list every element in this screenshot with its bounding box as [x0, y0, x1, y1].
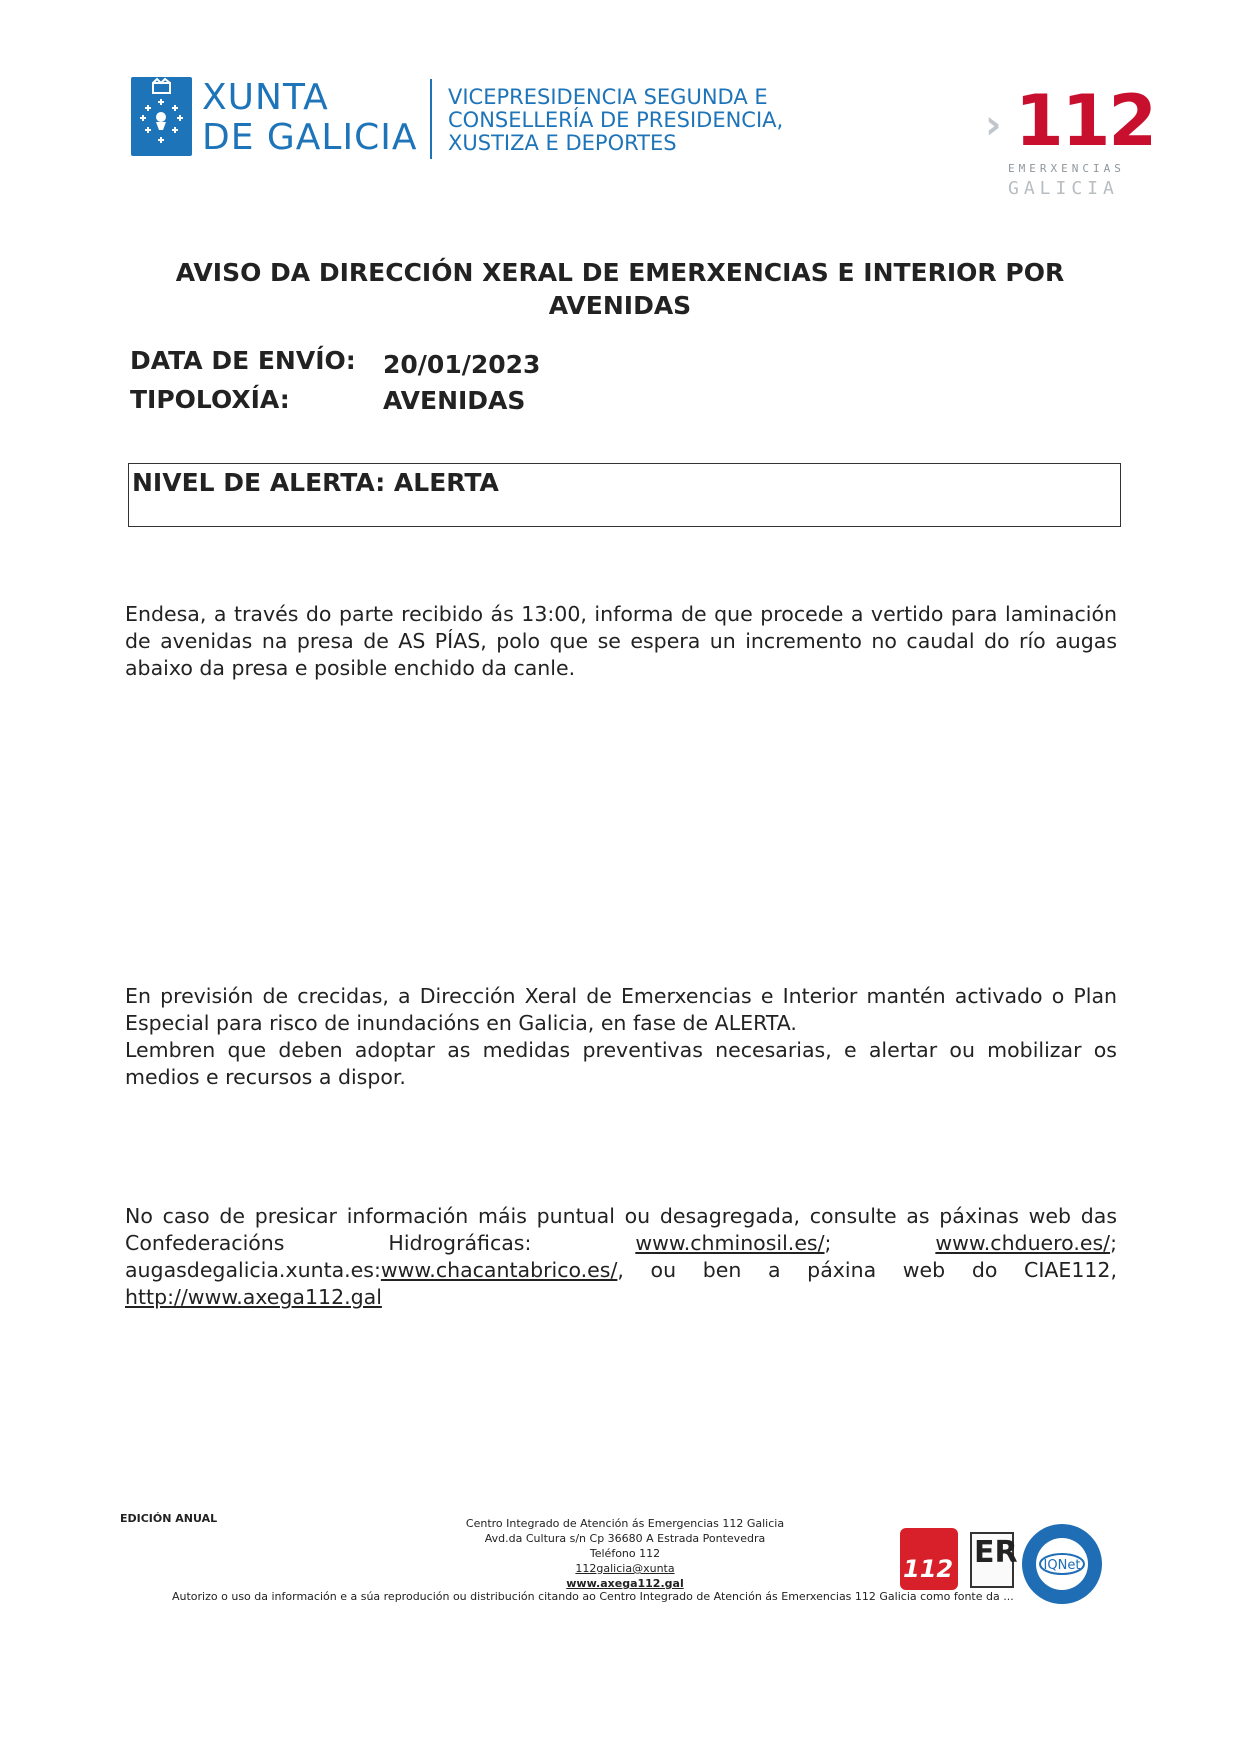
- info-intro-text: No caso de presicar información máis puntual ou desagregada, consulte as páxinas web das Confederacións Hidrográficas:: [125, 1204, 1117, 1255]
- endesa-notice-paragraph: Endesa, a través do parte recibido ás 13:00, informa de que procede a vertido para laminación de avenidas na presa de AS PÍAS, polo que se espera un incremento no caudal do río augas abaixo da presa e posible enchido da canle.: [125, 602, 1117, 680]
- header-divider: [430, 79, 432, 159]
- chevron-right-icon: ›: [985, 102, 1002, 148]
- title-line1: AVISO DA DIRECCIÓN XERAL DE EMERXENCIAS E INTERIOR POR: [175, 258, 1065, 287]
- org-name-line1: XUNTA: [202, 77, 329, 118]
- send-date-value: 20/01/2023: [383, 350, 541, 379]
- plan-paragraph-line1: En previsión de crecidas, a Dirección Xeral de Emerxencias e Interior mantén activado o Plan Especial para risco de inundacións en Galicia, en fase de ALERTA.: [125, 984, 1117, 1035]
- org-name-line2: DE GALICIA: [202, 117, 418, 158]
- info-separator: ;: [824, 1231, 936, 1255]
- footer-website-link[interactable]: www.axega112.gal: [566, 1577, 684, 1590]
- typology-label: TIPOLOXÍA:: [130, 385, 290, 414]
- iqnet-certification-seal: [1020, 1522, 1104, 1606]
- augasdegalicia-text: ; augasdegalicia.xunta.es:: [125, 1231, 1117, 1282]
- chminosil-link[interactable]: www.chminosil.es/: [635, 1231, 825, 1255]
- axega112-link[interactable]: http://www.axega112.gal: [125, 1285, 382, 1309]
- plan-paragraph-line2: Lembren que deben adoptar as medidas preventivas necesarias, e alertar ou mobilizar os medios e recursos a dispor.: [125, 1038, 1117, 1089]
- footer-address: [460, 1516, 790, 1591]
- org-name: [202, 78, 418, 158]
- logo-112-line2: GALICIA: [1008, 178, 1119, 199]
- footer-email-link[interactable]: 112galicia@xunta: [575, 1562, 675, 1575]
- logo-112-number: 112: [1015, 80, 1156, 162]
- page-title: [150, 256, 1090, 322]
- send-date-label: DATA DE ENVÍO:: [130, 346, 356, 375]
- alert-level-text: NIVEL DE ALERTA: ALERTA: [132, 468, 499, 497]
- department-line3: XUSTIZA E DEPORTES: [448, 131, 677, 155]
- footer-consent-text: Autorizo o uso da información e a súa reprodución ou distribución citando ao Centro Integrado de Atención ás Emerxencias 112 Galicia como fonte da ...: [172, 1590, 1014, 1603]
- logo-112-line1: EMERXENCIAS: [1008, 162, 1125, 175]
- chacantabrico-link[interactable]: www.chacantabrico.es/: [380, 1258, 618, 1282]
- department-name: [448, 86, 783, 155]
- cert-er-text: ER: [974, 1535, 1018, 1570]
- cert-112-number: 112: [903, 1555, 954, 1583]
- info-paragraph: [125, 1203, 1117, 1311]
- department-line1: VICEPRESIDENCIA SEGUNDA E: [448, 85, 768, 109]
- plan-paragraph: [125, 983, 1117, 1091]
- typology-value: AVENIDAS: [383, 386, 526, 415]
- title-line2: AVENIDAS: [548, 291, 692, 320]
- chduero-link[interactable]: www.chduero.es/: [935, 1231, 1111, 1255]
- xunta-emblem-logo: [131, 77, 192, 156]
- edition-label: EDICIÓN ANUAL: [120, 1512, 218, 1525]
- info-mid-text: , ou ben a páxina web do CIAE112,: [617, 1258, 1117, 1282]
- department-line2: CONSELLERÍA DE PRESIDENCIA,: [448, 108, 784, 132]
- address-line1: Centro Integrado de Atención ás Emergencias 112 Galicia: [465, 1517, 785, 1530]
- cert-iqnet-text: IQNet: [1043, 1558, 1081, 1573]
- address-phone: Teléfono 112: [589, 1547, 661, 1560]
- address-line2: Avd.da Cultura s/n Cp 36680 A Estrada Pontevedra: [484, 1532, 766, 1545]
